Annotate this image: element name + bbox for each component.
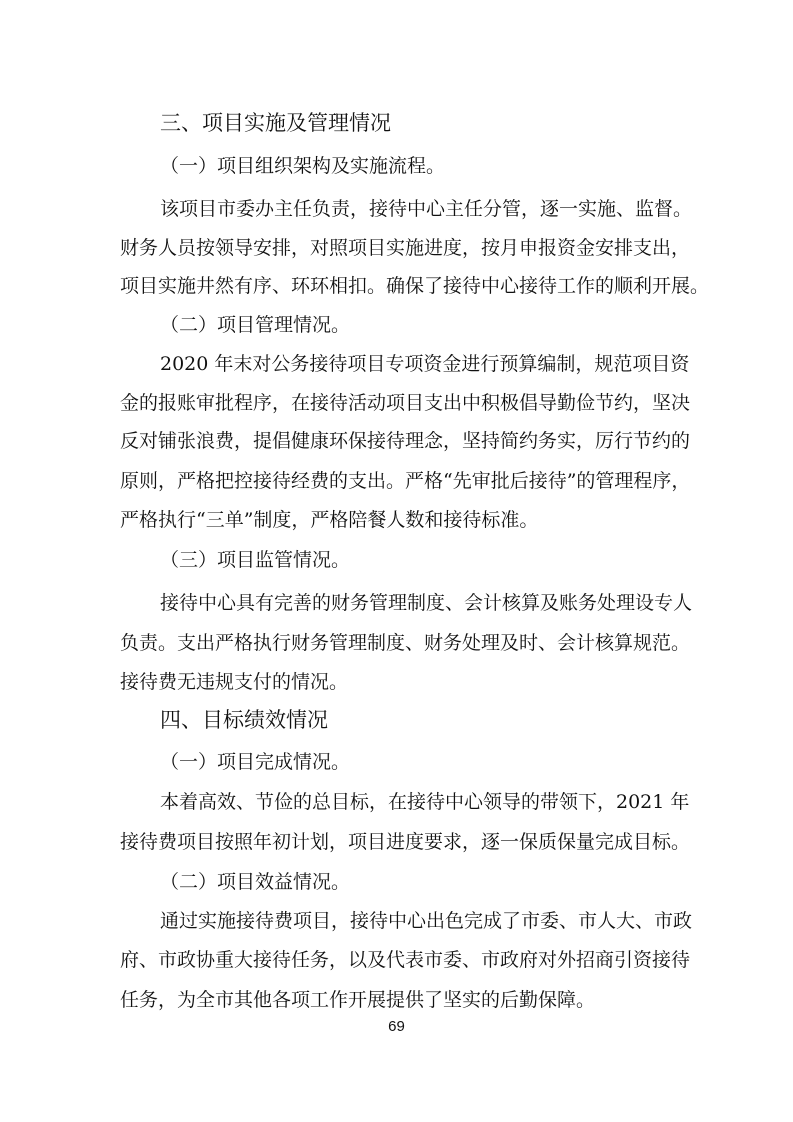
paragraph-line: 负责。支出严格执行财务管理制度、财务处理及时、会计核算规范。: [120, 632, 691, 654]
paragraph-line: 接待中心具有完善的财务管理制度、会计核算及账务处理设专人: [160, 592, 693, 614]
subheading-3-2: （二）项目管理情况。: [160, 314, 351, 336]
paragraph-line: 项目实施井然有序、环环相扣。确保了接待中心接待工作的顺利开展。: [120, 275, 710, 297]
page-number: 69: [388, 1018, 405, 1035]
paragraph-line: 接待费无违规支付的情况。: [120, 671, 349, 693]
paragraph-line: 2020 年末对公务接待项目专项资金进行预算编制，规范项目资: [160, 353, 690, 375]
paragraph-line: 金的报账审批程序，在接待活动项目支出中积极倡导勤俭节约，坚决: [120, 392, 691, 414]
paragraph-line: 原则，严格把控接待经费的支出。严格“先审批后接待”的管理程序，: [120, 470, 691, 492]
subheading-3-3: （三）项目监管情况。: [160, 549, 351, 571]
section-heading-3: 三、项目实施及管理情况: [160, 111, 391, 135]
subheading-4-2: （二）项目效益情况。: [160, 871, 351, 893]
paragraph-line: 任务，为全市其他各项工作开展提供了坚实的后勤保障。: [120, 989, 596, 1011]
paragraph-line: 通过实施接待费项目，接待中心出色完成了市委、市人大、市政: [160, 910, 693, 932]
paragraph-line: 本着高效、节俭的总目标，在接待中心领导的带领下，2021 年: [160, 791, 690, 813]
paragraph-line: 接待费项目按照年初计划，项目进度要求，逐一保质保量完成目标。: [120, 831, 691, 853]
subheading-4-1: （一）项目完成情况。: [160, 751, 351, 773]
paragraph-line: 财务人员按领导安排，对照项目实施进度，按月申报资金安排支出，: [120, 237, 691, 259]
section-heading-4: 四、目标绩效情况: [160, 708, 328, 732]
paragraph-line: 该项目市委办主任负责，接待中心主任分管，逐一实施、监督。: [160, 198, 693, 220]
paragraph-line: 反对铺张浪费，提倡健康环保接待理念，坚持简约务实，厉行节约的: [120, 430, 691, 452]
subheading-3-1: （一）项目组织架构及实施流程。: [160, 155, 446, 177]
paragraph-line: 严格执行“三单”制度，严格陪餐人数和接待标准。: [120, 509, 539, 531]
paragraph-line: 府、市政协重大接待任务，以及代表市委、市政府对外招商引资接待: [120, 949, 691, 971]
